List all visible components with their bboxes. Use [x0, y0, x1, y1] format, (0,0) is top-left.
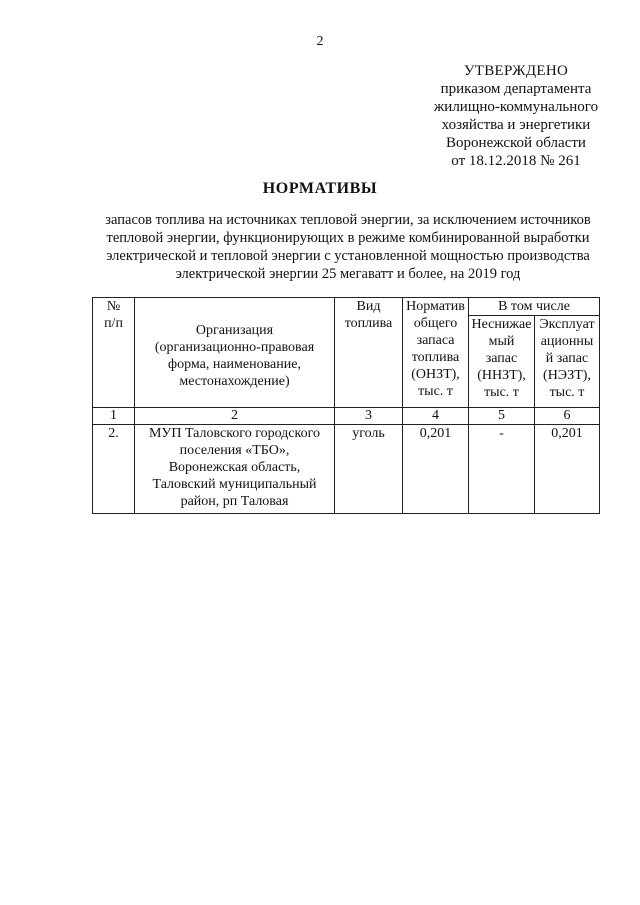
column-number: 2	[135, 408, 335, 425]
row-nnzt: -	[469, 425, 535, 514]
row-onzt: 0,201	[403, 425, 469, 514]
header-fuel-type: Вид топлива	[335, 298, 403, 408]
header-row	[93, 298, 600, 316]
document-title: НОРМАТИВЫ	[262, 180, 378, 197]
header-onzt: Норматив общего запаса топлива (ОНЗТ), тыс. т	[403, 298, 469, 408]
subtitle-line: электрической и тепловой энергии с установленной мощностью производства	[106, 248, 590, 264]
subtitle-line: тепловой энергии, функционирующих в режиме комбинированной выработки	[106, 230, 590, 246]
approval-line: приказом департамента	[440, 81, 592, 97]
header-organization: Организация (организационно-правовая форма, наименование, местонахождение)	[135, 298, 335, 408]
header-nnzt: Неснижае мый запас (ННЗТ), тыс. т	[469, 316, 535, 408]
row-nezt: 0,201	[535, 425, 600, 514]
approval-block	[398, 62, 634, 170]
column-number: 1	[93, 408, 135, 425]
header-nezt: Эксплуат ационны й запас (НЭЗТ), тыс. т	[535, 316, 600, 408]
subtitle-line: запасов топлива на источниках тепловой энергии, за исключением источников	[105, 212, 591, 228]
column-number: 5	[469, 408, 535, 425]
row-number: 2.	[93, 425, 135, 514]
subtitle-line: электрической энергии 25 мегаватт и более, на 2019 год	[175, 266, 521, 282]
row-fuel-type: уголь	[335, 425, 403, 514]
approval-line: жилищно-коммунального	[433, 99, 599, 115]
approval-line: Воронежской области	[446, 135, 586, 151]
header-num: № п/п	[93, 298, 135, 408]
header-group-including: В том числе	[469, 298, 600, 316]
approval-date: от 18.12.2018 № 261	[451, 153, 581, 169]
column-number: 4	[403, 408, 469, 425]
column-number: 3	[335, 408, 403, 425]
row-organization: МУП Таловского городского поселения «ТБО», Воронежская область, Таловский муниципальный район, рп Таловая	[135, 425, 335, 514]
page-number: 2	[316, 34, 324, 49]
approval-heading: УТВЕРЖДЕНО	[463, 63, 569, 79]
norms-table	[92, 297, 600, 514]
column-number: 6	[535, 408, 600, 425]
approval-line: хозяйства и энергетики	[441, 117, 591, 133]
column-number-row	[93, 408, 600, 425]
table-row	[93, 425, 600, 514]
document-subtitle	[88, 211, 608, 283]
